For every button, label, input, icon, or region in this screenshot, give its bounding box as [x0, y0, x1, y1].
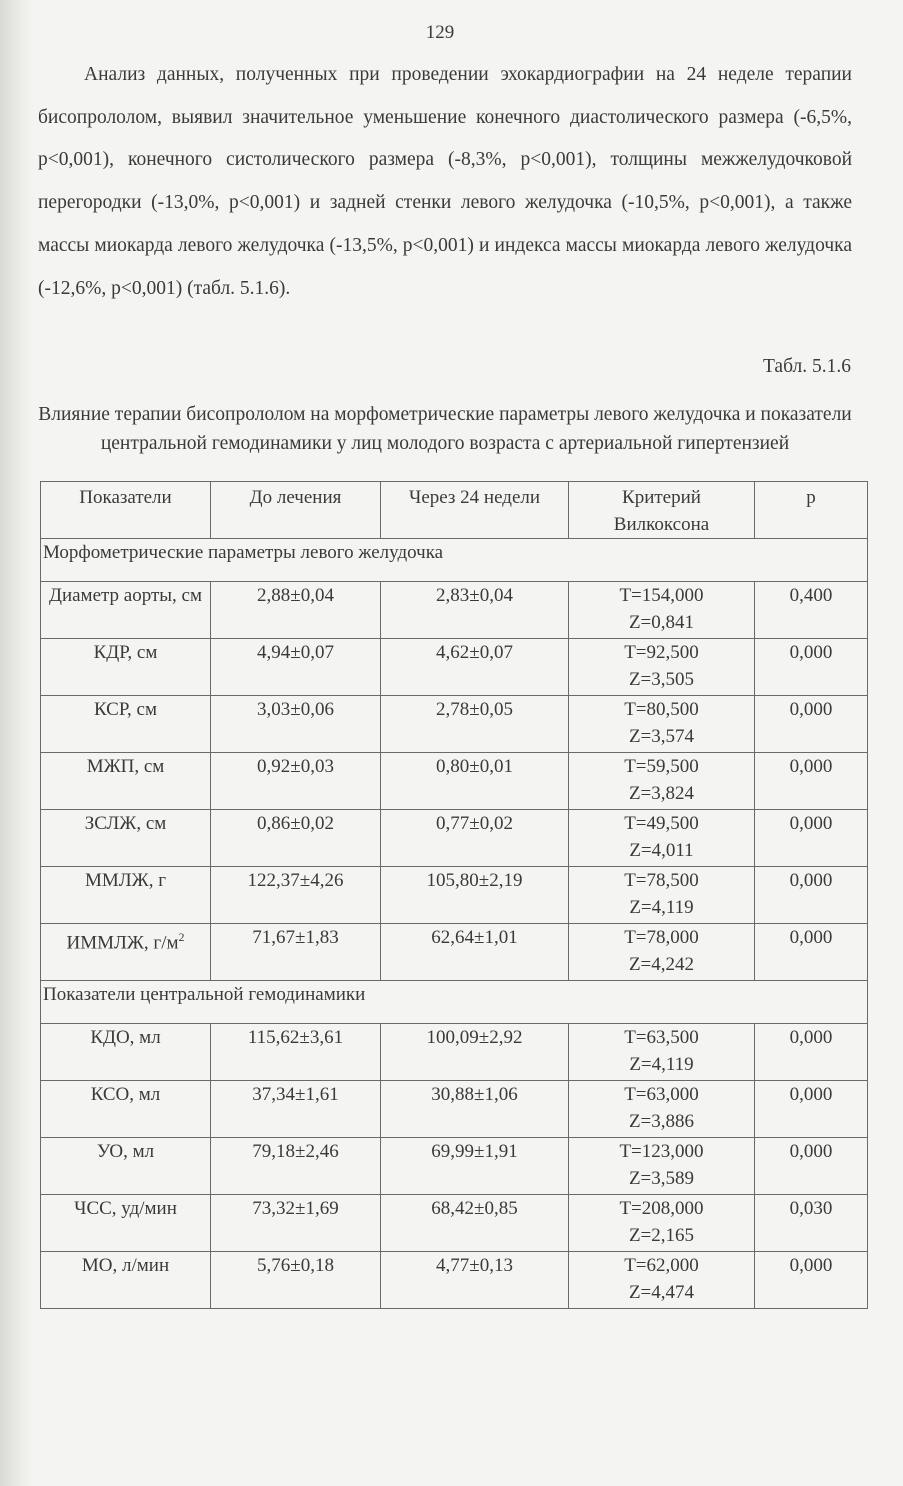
wilcoxon-t: Т=78,500	[624, 870, 699, 891]
table-number: Табл. 5.1.6	[763, 356, 851, 377]
cell-indicator	[41, 1252, 211, 1309]
cell-before: 4,94±0,07	[211, 639, 381, 696]
header-indicator: Показатели	[41, 482, 211, 539]
wilcoxon-t: Т=49,500	[624, 813, 699, 834]
cell-before: 3,03±0,06	[211, 696, 381, 753]
cell-indicator	[41, 753, 211, 810]
cell-p: 0,000	[755, 810, 868, 867]
cell-before: 0,86±0,02	[211, 810, 381, 867]
cell-before: 71,67±1,83	[211, 924, 381, 981]
cell-p: 0,000	[755, 753, 868, 810]
wilcoxon-z: Z=3,505	[628, 669, 695, 690]
page-number: 129	[425, 22, 455, 43]
cell-wilcoxon	[569, 696, 755, 753]
results-table	[40, 481, 868, 1309]
wilcoxon-z: Z=0,841	[628, 612, 695, 633]
indicator-name: ЗСЛЖ, см	[84, 813, 167, 834]
wilcoxon-z: Z=4,474	[628, 1282, 695, 1303]
cell-after: 4,62±0,07	[381, 639, 569, 696]
table-row	[41, 810, 868, 867]
header-wilcoxon: Критерий Вилкоксона	[569, 482, 755, 539]
cell-p: 0,000	[755, 1252, 868, 1309]
indicator-name: МЖП, см	[86, 756, 165, 777]
wilcoxon-z: Z=3,574	[628, 726, 695, 747]
wilcoxon-t: Т=59,500	[624, 756, 699, 777]
cell-indicator	[41, 1138, 211, 1195]
cell-before: 115,62±3,61	[211, 1024, 381, 1081]
indicator-name: МО, л/мин	[81, 1255, 170, 1276]
cell-before: 5,76±0,18	[211, 1252, 381, 1309]
cell-wilcoxon	[569, 639, 755, 696]
cell-p: 0,000	[755, 867, 868, 924]
wilcoxon-z: Z=2,165	[628, 1225, 695, 1246]
table-caption: Влияние терапии бисопрололом на морфометрические параметры левого желудочка и показатели центральной гемодинамики у лиц молодого возраста с артериальной гипертензией	[38, 404, 852, 454]
cell-after: 0,77±0,02	[381, 810, 569, 867]
cell-p: 0,000	[755, 1024, 868, 1081]
cell-p: 0,000	[755, 696, 868, 753]
cell-p: 0,000	[755, 1081, 868, 1138]
cell-after: 2,78±0,05	[381, 696, 569, 753]
header-p: р	[755, 482, 868, 539]
indicator-name: ИММЛЖ, г/м	[66, 932, 179, 954]
indicator-superscript: 2	[178, 930, 185, 944]
cell-indicator	[41, 582, 211, 639]
cell-wilcoxon	[569, 924, 755, 981]
wilcoxon-t: Т=208,000	[619, 1198, 704, 1219]
section-title: Морфометрические параметры левого желудочка	[41, 539, 868, 582]
table-row	[41, 924, 868, 981]
cell-p: 0,030	[755, 1195, 868, 1252]
cell-after: 30,88±1,06	[381, 1081, 569, 1138]
table-row	[41, 753, 868, 810]
cell-indicator	[41, 867, 211, 924]
header-after: Через 24 недели	[381, 482, 569, 539]
cell-wilcoxon	[569, 1024, 755, 1081]
wilcoxon-t: Т=154,000	[619, 585, 704, 606]
table-row	[41, 1195, 868, 1252]
wilcoxon-z: Z=3,589	[628, 1168, 695, 1189]
wilcoxon-z: Z=3,824	[628, 783, 695, 804]
cell-indicator	[41, 639, 211, 696]
table-row	[41, 1252, 868, 1309]
cell-after: 68,42±0,85	[381, 1195, 569, 1252]
cell-indicator	[41, 924, 211, 981]
cell-after: 105,80±2,19	[381, 867, 569, 924]
page-edge-shadow	[0, 0, 34, 1486]
body-paragraph-text: Анализ данных, полученных при проведении эхокардиографии на 24 неделе терапии бисопрололом, выявил значительное уменьшение конечного диастолического размера (-6,5%, p<0,001), конечного систолического размера (-8,3%, p<0,001), толщины межжелудочковой перегородки (-13,0%, p<0,001) и задней стенки левого желудочка (-10,5%, p<0,001), а также массы миокарда левого желудочка (-13,5%, p<0,001) и индекса массы миокарда левого желудочка (-12,6%, p<0,001) (табл. 5.1.6).	[38, 64, 852, 299]
cell-wilcoxon	[569, 1252, 755, 1309]
table-body	[41, 539, 868, 1309]
table-section-row	[41, 539, 868, 582]
cell-indicator	[41, 810, 211, 867]
wilcoxon-t: Т=63,500	[624, 1027, 699, 1048]
cell-before: 79,18±2,46	[211, 1138, 381, 1195]
body-paragraph	[38, 54, 852, 310]
indicator-name: ЧСС, уд/мин	[74, 1198, 177, 1219]
table-row	[41, 696, 868, 753]
wilcoxon-z: Z=4,242	[628, 954, 695, 975]
cell-after: 69,99±1,91	[381, 1138, 569, 1195]
cell-indicator	[41, 1081, 211, 1138]
cell-wilcoxon	[569, 1081, 755, 1138]
indicator-name: УО, мл	[96, 1141, 155, 1162]
indicator-name: КСО, мл	[90, 1084, 161, 1105]
cell-before: 2,88±0,04	[211, 582, 381, 639]
table-row	[41, 867, 868, 924]
cell-wilcoxon	[569, 810, 755, 867]
wilcoxon-z: Z=4,011	[629, 840, 694, 861]
cell-p: 0,400	[755, 582, 868, 639]
indicator-name: ММЛЖ, г	[85, 870, 166, 891]
cell-wilcoxon	[569, 867, 755, 924]
cell-before: 122,37±4,26	[211, 867, 381, 924]
cell-indicator	[41, 1024, 211, 1081]
wilcoxon-z: Z=4,119	[629, 1054, 694, 1075]
cell-after: 4,77±0,13	[381, 1252, 569, 1309]
table-section-row	[41, 981, 868, 1024]
cell-wilcoxon	[569, 753, 755, 810]
cell-wilcoxon	[569, 1138, 755, 1195]
wilcoxon-t: Т=123,000	[619, 1141, 704, 1162]
table-row	[41, 1081, 868, 1138]
wilcoxon-t: Т=80,500	[624, 699, 699, 720]
indicator-name: КДР, см	[93, 642, 158, 663]
wilcoxon-t: Т=62,000	[624, 1255, 699, 1276]
table-row	[41, 639, 868, 696]
indicator-name: Диаметр аорты, см	[48, 585, 202, 606]
cell-after: 100,09±2,92	[381, 1024, 569, 1081]
table-header-row	[41, 482, 868, 539]
cell-indicator	[41, 696, 211, 753]
cell-after: 2,83±0,04	[381, 582, 569, 639]
table-row	[41, 1024, 868, 1081]
cell-p: 0,000	[755, 639, 868, 696]
cell-wilcoxon	[569, 582, 755, 639]
cell-p: 0,000	[755, 1138, 868, 1195]
table-row	[41, 1138, 868, 1195]
cell-before: 37,34±1,61	[211, 1081, 381, 1138]
cell-before: 0,92±0,03	[211, 753, 381, 810]
cell-after: 0,80±0,01	[381, 753, 569, 810]
wilcoxon-t: Т=63,000	[624, 1084, 699, 1105]
cell-indicator	[41, 1195, 211, 1252]
wilcoxon-z: Z=3,886	[628, 1111, 695, 1132]
header-before: До лечения	[211, 482, 381, 539]
table-row	[41, 582, 868, 639]
cell-wilcoxon	[569, 1195, 755, 1252]
indicator-name: КДО, мл	[90, 1027, 161, 1048]
indicator-name: КСР, см	[93, 699, 158, 720]
wilcoxon-z: Z=4,119	[629, 897, 694, 918]
cell-p: 0,000	[755, 924, 868, 981]
wilcoxon-t: Т=78,000	[624, 927, 699, 948]
cell-after: 62,64±1,01	[381, 924, 569, 981]
wilcoxon-t: Т=92,500	[624, 642, 699, 663]
cell-before: 73,32±1,69	[211, 1195, 381, 1252]
section-title: Показатели центральной гемодинамики	[41, 981, 868, 1024]
